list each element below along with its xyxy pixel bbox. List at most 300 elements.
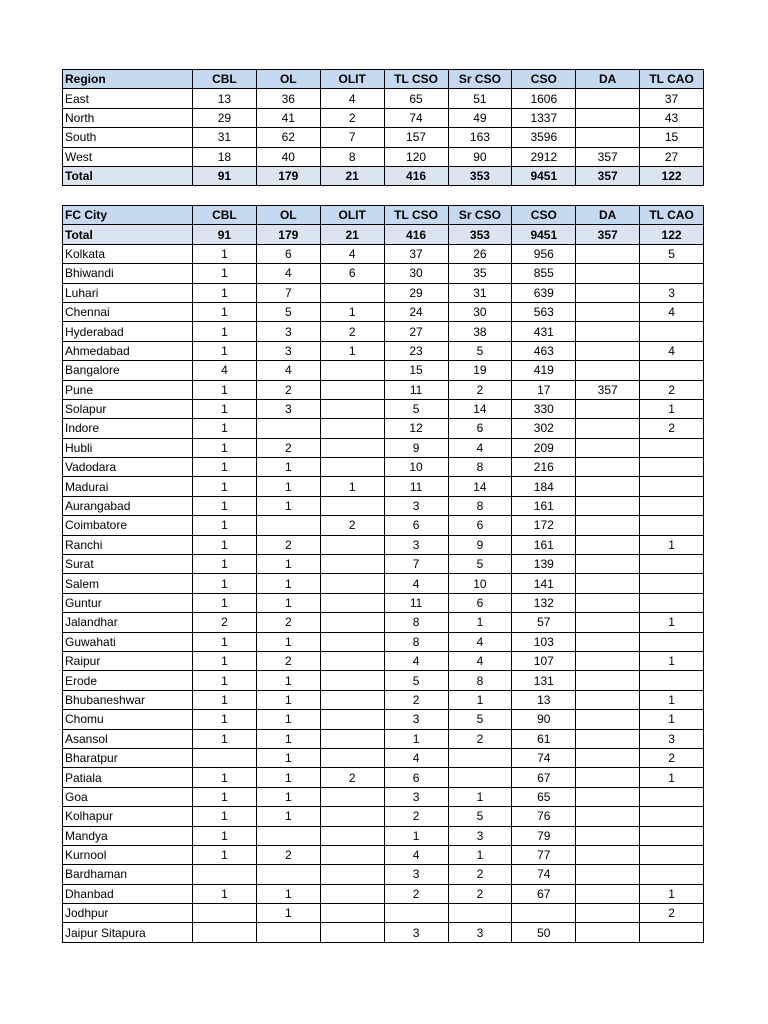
value-cell [320, 593, 384, 612]
value-cell: 2 [256, 380, 320, 399]
row-label-cell: Indore [63, 419, 193, 438]
value-cell: 61 [512, 729, 576, 748]
value-cell: 4 [640, 341, 704, 360]
column-header: Sr CSO [448, 206, 512, 225]
value-cell: 179 [256, 225, 320, 244]
city-row [63, 244, 704, 263]
value-cell: 1 [640, 399, 704, 418]
value-cell [576, 399, 640, 418]
value-cell: 4 [384, 651, 448, 670]
value-cell: 1 [256, 477, 320, 496]
value-cell [384, 904, 448, 923]
value-cell: 2 [384, 807, 448, 826]
value-cell [576, 496, 640, 515]
value-cell: 24 [384, 302, 448, 321]
value-cell: 357 [576, 166, 640, 185]
value-cell: 3 [384, 865, 448, 884]
value-cell: 1 [193, 341, 257, 360]
value-cell: 1 [448, 690, 512, 709]
value-cell [576, 322, 640, 341]
value-cell: 1 [193, 496, 257, 515]
value-cell: 5 [448, 341, 512, 360]
value-cell: 4 [320, 244, 384, 263]
row-label-cell: East [63, 89, 193, 108]
value-cell [576, 535, 640, 554]
row-label-cell: Ahmedabad [63, 341, 193, 360]
value-cell: 1 [193, 458, 257, 477]
value-cell [576, 419, 640, 438]
column-header: CSO [512, 70, 576, 89]
row-label-cell: Total [63, 225, 193, 244]
value-cell: 31 [448, 283, 512, 302]
value-cell: 51 [448, 89, 512, 108]
value-cell: 27 [384, 322, 448, 341]
value-cell: 1 [193, 302, 257, 321]
value-cell [640, 477, 704, 496]
value-cell: 3596 [512, 128, 576, 147]
row-label-cell: Dhanbad [63, 884, 193, 903]
value-cell: 1 [193, 399, 257, 418]
value-cell: 1 [384, 826, 448, 845]
value-cell: 76 [512, 807, 576, 826]
value-cell: 10 [384, 458, 448, 477]
row-label-cell: Ranchi [63, 535, 193, 554]
value-cell: 1 [193, 264, 257, 283]
value-cell: 31 [193, 128, 257, 147]
city-row [63, 225, 704, 244]
row-label-cell: Luhari [63, 283, 193, 302]
value-cell: 2 [448, 380, 512, 399]
value-cell [576, 768, 640, 787]
value-cell: 3 [640, 729, 704, 748]
value-cell [320, 865, 384, 884]
row-label-cell: Guwahati [63, 632, 193, 651]
value-cell: 416 [384, 225, 448, 244]
row-label-cell: Jodhpur [63, 904, 193, 923]
value-cell [576, 710, 640, 729]
value-cell [320, 923, 384, 942]
value-cell: 6 [384, 516, 448, 535]
value-cell [576, 729, 640, 748]
city-row [63, 302, 704, 321]
column-header: TL CSO [384, 206, 448, 225]
city-row [63, 477, 704, 496]
region-row [63, 147, 704, 166]
value-cell: 3 [640, 283, 704, 302]
city-row [63, 535, 704, 554]
value-cell [640, 496, 704, 515]
row-label-cell: West [63, 147, 193, 166]
value-cell [320, 845, 384, 864]
value-cell [640, 845, 704, 864]
value-cell: 14 [448, 399, 512, 418]
value-cell [576, 89, 640, 108]
value-cell: 91 [193, 166, 257, 185]
value-cell: 90 [512, 710, 576, 729]
city-row [63, 768, 704, 787]
value-cell: 1 [193, 438, 257, 457]
value-cell: 26 [448, 244, 512, 263]
value-cell: 79 [512, 826, 576, 845]
city-row [63, 419, 704, 438]
value-cell: 1 [640, 535, 704, 554]
city-row [63, 496, 704, 515]
value-cell: 122 [640, 225, 704, 244]
row-label-cell: Goa [63, 787, 193, 806]
value-cell: 50 [512, 923, 576, 942]
value-cell: 3 [256, 322, 320, 341]
value-cell [320, 826, 384, 845]
value-cell [576, 574, 640, 593]
value-cell: 1 [256, 555, 320, 574]
value-cell [576, 748, 640, 767]
value-cell [256, 516, 320, 535]
value-cell [576, 632, 640, 651]
value-cell: 302 [512, 419, 576, 438]
row-label-cell: Salem [63, 574, 193, 593]
value-cell: 1 [256, 690, 320, 709]
value-cell: 1 [193, 593, 257, 612]
value-cell: 5 [448, 710, 512, 729]
value-cell: 74 [512, 748, 576, 767]
value-cell [576, 845, 640, 864]
value-cell: 13 [512, 690, 576, 709]
city-row [63, 748, 704, 767]
city-row [63, 807, 704, 826]
column-header: TL CSO [384, 70, 448, 89]
value-cell [320, 807, 384, 826]
value-cell: 141 [512, 574, 576, 593]
value-cell: 132 [512, 593, 576, 612]
value-cell: 357 [576, 147, 640, 166]
value-cell: 9 [384, 438, 448, 457]
value-cell: 6 [320, 264, 384, 283]
value-cell [640, 574, 704, 593]
city-row [63, 458, 704, 477]
value-cell [640, 516, 704, 535]
row-label-cell: Erode [63, 671, 193, 690]
value-cell: 419 [512, 361, 576, 380]
value-cell: 2 [320, 108, 384, 127]
city-row [63, 341, 704, 360]
city-row [63, 438, 704, 457]
value-cell: 4 [320, 89, 384, 108]
row-label-cell: North [63, 108, 193, 127]
value-cell [320, 904, 384, 923]
value-cell: 3 [256, 399, 320, 418]
value-cell: 67 [512, 884, 576, 903]
value-cell: 2 [384, 884, 448, 903]
value-cell: 6 [256, 244, 320, 263]
value-cell: 7 [320, 128, 384, 147]
value-cell: 18 [193, 147, 257, 166]
value-cell: 1 [193, 651, 257, 670]
row-label-cell: Total [63, 166, 193, 185]
fc-city-table [62, 205, 704, 943]
value-cell: 1 [448, 787, 512, 806]
value-cell [576, 807, 640, 826]
city-row [63, 865, 704, 884]
value-cell: 67 [512, 768, 576, 787]
value-cell [320, 671, 384, 690]
value-cell: 1 [193, 845, 257, 864]
column-header: OLIT [320, 70, 384, 89]
value-cell: 1 [193, 710, 257, 729]
value-cell: 353 [448, 166, 512, 185]
column-header: CBL [193, 70, 257, 89]
value-cell: 163 [448, 128, 512, 147]
value-cell: 1 [193, 807, 257, 826]
value-cell: 1 [640, 710, 704, 729]
value-cell: 13 [193, 89, 257, 108]
value-cell: 90 [448, 147, 512, 166]
value-cell [320, 748, 384, 767]
value-cell: 6 [448, 419, 512, 438]
value-cell: 1 [448, 845, 512, 864]
value-cell: 29 [193, 108, 257, 127]
value-cell: 2 [640, 748, 704, 767]
value-cell [256, 865, 320, 884]
value-cell: 62 [256, 128, 320, 147]
value-cell [320, 574, 384, 593]
value-cell: 37 [640, 89, 704, 108]
value-cell [576, 108, 640, 127]
value-cell: 103 [512, 632, 576, 651]
value-cell [640, 671, 704, 690]
value-cell: 2 [320, 768, 384, 787]
value-cell: 2 [193, 613, 257, 632]
value-cell [576, 555, 640, 574]
value-cell: 4 [448, 651, 512, 670]
value-cell: 1 [320, 477, 384, 496]
region-row [63, 108, 704, 127]
value-cell [576, 923, 640, 942]
value-cell: 122 [640, 166, 704, 185]
value-cell: 23 [384, 341, 448, 360]
column-header: Region [63, 70, 193, 89]
value-cell: 1 [640, 613, 704, 632]
value-cell: 17 [512, 380, 576, 399]
row-label-cell: Kolhapur [63, 807, 193, 826]
row-label-cell: Chennai [63, 302, 193, 321]
value-cell [576, 361, 640, 380]
row-label-cell: Pune [63, 380, 193, 399]
value-cell: 330 [512, 399, 576, 418]
value-cell: 179 [256, 166, 320, 185]
value-cell [576, 283, 640, 302]
value-cell [576, 302, 640, 321]
value-cell: 4 [384, 574, 448, 593]
value-cell [640, 826, 704, 845]
value-cell: 1 [193, 826, 257, 845]
value-cell: 6 [448, 516, 512, 535]
value-cell: 1 [320, 302, 384, 321]
value-cell: 209 [512, 438, 576, 457]
value-cell [576, 690, 640, 709]
value-cell: 3 [384, 496, 448, 515]
value-cell: 27 [640, 147, 704, 166]
column-header: TL CAO [640, 70, 704, 89]
city-row [63, 729, 704, 748]
row-label-cell: Asansol [63, 729, 193, 748]
value-cell [256, 826, 320, 845]
value-cell: 157 [384, 128, 448, 147]
value-cell: 416 [384, 166, 448, 185]
value-cell: 8 [448, 496, 512, 515]
value-cell [576, 671, 640, 690]
value-cell: 855 [512, 264, 576, 283]
value-cell [320, 458, 384, 477]
value-cell [320, 729, 384, 748]
value-cell [448, 748, 512, 767]
value-cell: 9 [448, 535, 512, 554]
region-header-row [63, 70, 704, 89]
city-row [63, 787, 704, 806]
value-cell: 1 [256, 458, 320, 477]
value-cell [320, 884, 384, 903]
value-cell: 77 [512, 845, 576, 864]
row-label-cell: Hubli [63, 438, 193, 457]
city-row [63, 264, 704, 283]
value-cell [576, 826, 640, 845]
value-cell: 12 [384, 419, 448, 438]
column-header: CBL [193, 206, 257, 225]
value-cell: 5 [448, 807, 512, 826]
value-cell: 2 [320, 322, 384, 341]
row-label-cell: Coimbatore [63, 516, 193, 535]
value-cell: 563 [512, 302, 576, 321]
column-header: OL [256, 206, 320, 225]
city-row [63, 923, 704, 942]
value-cell [640, 632, 704, 651]
value-cell: 15 [640, 128, 704, 147]
value-cell: 4 [448, 438, 512, 457]
value-cell [320, 613, 384, 632]
value-cell: 2 [448, 865, 512, 884]
value-cell: 2 [448, 729, 512, 748]
value-cell: 1606 [512, 89, 576, 108]
value-cell [640, 787, 704, 806]
region-table-body [63, 89, 704, 186]
row-label-cell: Surat [63, 555, 193, 574]
region-row [63, 166, 704, 185]
row-label-cell: Patiala [63, 768, 193, 787]
value-cell: 2912 [512, 147, 576, 166]
value-cell: 7 [384, 555, 448, 574]
value-cell: 353 [448, 225, 512, 244]
row-label-cell: Madurai [63, 477, 193, 496]
value-cell: 2 [256, 651, 320, 670]
value-cell: 1 [193, 787, 257, 806]
row-label-cell: Chomu [63, 710, 193, 729]
value-cell: 3 [384, 923, 448, 942]
value-cell: 19 [448, 361, 512, 380]
row-label-cell: Guntur [63, 593, 193, 612]
value-cell [640, 264, 704, 283]
value-cell [576, 341, 640, 360]
value-cell: 2 [256, 845, 320, 864]
value-cell: 2 [640, 380, 704, 399]
row-label-cell: Bangalore [63, 361, 193, 380]
value-cell: 1 [640, 690, 704, 709]
value-cell: 8 [448, 458, 512, 477]
value-cell: 1 [193, 690, 257, 709]
value-cell: 15 [384, 361, 448, 380]
value-cell [576, 458, 640, 477]
row-label-cell: Raipur [63, 651, 193, 670]
value-cell: 1 [256, 632, 320, 651]
value-cell [640, 555, 704, 574]
value-cell: 4 [384, 748, 448, 767]
value-cell: 2 [640, 904, 704, 923]
value-cell [576, 244, 640, 263]
value-cell: 3 [448, 826, 512, 845]
value-cell: 6 [448, 593, 512, 612]
city-row [63, 651, 704, 670]
city-header-row [63, 206, 704, 225]
value-cell [320, 632, 384, 651]
value-cell: 21 [320, 166, 384, 185]
value-cell [256, 923, 320, 942]
city-row [63, 361, 704, 380]
value-cell: 43 [640, 108, 704, 127]
region-row [63, 128, 704, 147]
value-cell [576, 865, 640, 884]
value-cell: 3 [384, 787, 448, 806]
value-cell: 2 [384, 690, 448, 709]
row-label-cell: Kolkata [63, 244, 193, 263]
value-cell: 1 [384, 729, 448, 748]
value-cell: 5 [256, 302, 320, 321]
row-label-cell: Aurangabad [63, 496, 193, 515]
value-cell [320, 419, 384, 438]
value-cell: 1 [193, 671, 257, 690]
value-cell: 1 [256, 710, 320, 729]
value-cell: 1 [256, 884, 320, 903]
value-cell: 8 [384, 613, 448, 632]
row-label-cell: Solapur [63, 399, 193, 418]
column-header: FC City [63, 206, 193, 225]
value-cell: 1 [640, 768, 704, 787]
value-cell [640, 438, 704, 457]
value-cell: 139 [512, 555, 576, 574]
value-cell: 1 [193, 884, 257, 903]
value-cell: 10 [448, 574, 512, 593]
value-cell: 2 [256, 613, 320, 632]
value-cell: 1 [193, 632, 257, 651]
value-cell: 1 [256, 807, 320, 826]
column-header: OL [256, 70, 320, 89]
value-cell [320, 651, 384, 670]
value-cell [448, 904, 512, 923]
value-cell: 2 [256, 438, 320, 457]
value-cell [320, 690, 384, 709]
value-cell: 1 [193, 322, 257, 341]
value-cell: 4 [193, 361, 257, 380]
value-cell: 1 [256, 574, 320, 593]
value-cell: 4 [256, 361, 320, 380]
column-header: CSO [512, 206, 576, 225]
value-cell: 956 [512, 244, 576, 263]
value-cell: 5 [384, 671, 448, 690]
value-cell [640, 923, 704, 942]
value-cell [193, 865, 257, 884]
value-cell [448, 768, 512, 787]
value-cell [320, 555, 384, 574]
value-cell: 2 [640, 419, 704, 438]
value-cell [512, 904, 576, 923]
value-cell: 74 [512, 865, 576, 884]
